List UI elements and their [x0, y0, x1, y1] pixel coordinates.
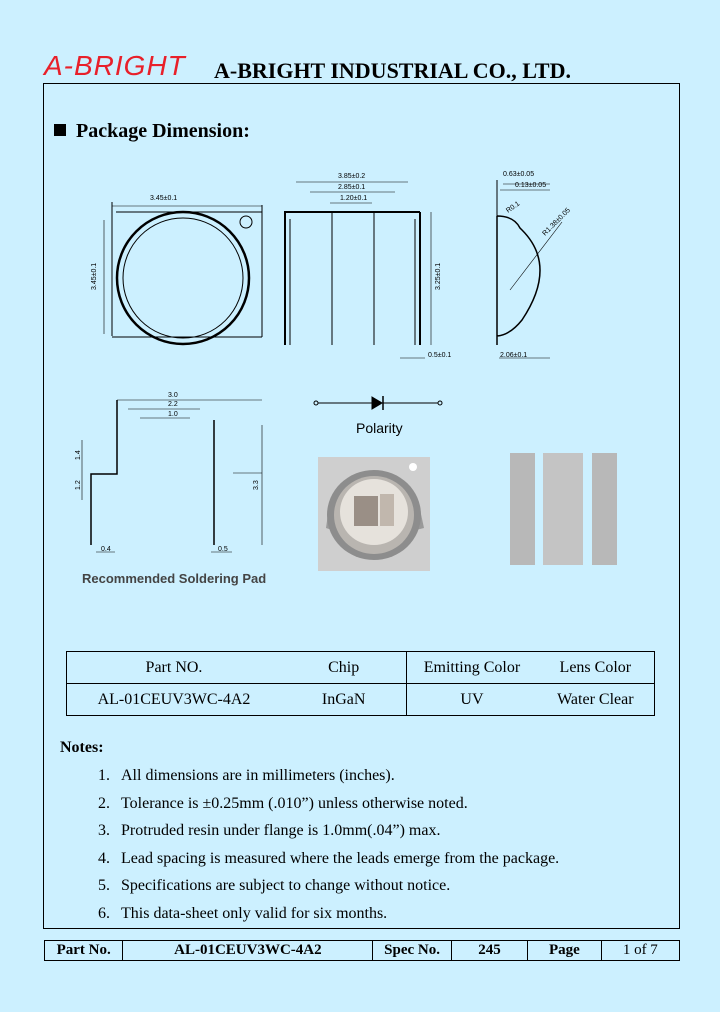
dim-side-height: 3.25±0.1: [435, 262, 442, 290]
note-number: 2.: [98, 794, 110, 812]
dim-lens-radius-a: R0.1: [505, 200, 522, 215]
dim-lens-top: 0.63±0.05: [503, 171, 535, 178]
cell-part-no: AL-01CEUV3WC-4A2: [67, 684, 282, 716]
spec-table: [66, 651, 655, 716]
dim-side-overall: 3.85±0.2: [338, 173, 366, 180]
note-text: Tolerance is ±0.25mm (.010”) unless otherwise noted.: [121, 794, 468, 812]
cell-chip: InGaN: [281, 684, 407, 716]
dim-top-height: 3.45±0.1: [91, 262, 98, 290]
soldering-pad-caption: Recommended Soldering Pad: [82, 571, 267, 586]
polarity-label: Polarity: [356, 420, 403, 436]
list-item: [98, 821, 559, 849]
polarity-diode-symbol: [314, 396, 442, 410]
dim-top-width: 3.45±0.1: [150, 195, 178, 202]
header-lens-color: Lens Color: [537, 652, 655, 684]
dim-pad-h1: 1.4: [75, 450, 82, 460]
footer-bar: [44, 940, 680, 961]
footer-part-value: AL-01CEUV3WC-4A2: [123, 941, 373, 960]
note-text: Specifications are subject to change without notice.: [121, 877, 451, 895]
dim-lens-radius-b: R1.38±0.05: [541, 206, 572, 238]
dim-pad-w1: 3.0: [168, 392, 178, 399]
section-title-text: Package Dimension:: [76, 120, 250, 142]
cell-lens-color: Water Clear: [537, 684, 655, 716]
led-bottom-photo: [500, 449, 625, 569]
dim-pad-height: 3.3: [253, 480, 260, 490]
notes-title: Notes:: [60, 739, 104, 756]
note-text: Lead spacing is measured where the leads emerge from the package.: [121, 849, 560, 867]
side-view: [284, 182, 431, 358]
dim-side-lead: 0.5±0.1: [428, 352, 452, 359]
company-name: A-BRIGHT INDUSTRIAL CO., LTD.: [214, 58, 571, 83]
brand-logo: A-BRIGHT: [44, 50, 186, 81]
list-item: [98, 876, 559, 904]
list-item: [98, 849, 559, 877]
table-header-row: [67, 652, 655, 684]
header-part-no: Part NO.: [67, 652, 282, 684]
dim-side-inner: 2.85±0.1: [338, 184, 366, 191]
list-item: [98, 766, 559, 794]
note-text: All dimensions are in millimeters (inches).: [121, 767, 395, 784]
led-top-photo: [318, 457, 430, 571]
footer-spec-label: Spec No.: [373, 941, 451, 960]
note-number: 4.: [98, 849, 110, 867]
dim-lens-depth: 2.06±0.1: [500, 352, 528, 359]
note-text: This data-sheet only valid for six months.: [121, 904, 388, 922]
table-row: [67, 684, 655, 716]
note-number: 3.: [98, 822, 110, 840]
footer-spec-value: 245: [452, 941, 528, 960]
dim-pad-lead-left: 0.4: [101, 546, 111, 553]
dim-pad-h2: 1.2: [75, 480, 82, 490]
dim-side-gap: 1.20±0.1: [340, 195, 368, 202]
note-number: 5.: [98, 877, 110, 895]
footer-page-label: Page: [528, 941, 601, 960]
note-number: 6.: [98, 904, 110, 922]
dim-lens-step: 0.13±0.05: [515, 182, 547, 189]
dim-pad-w2: 2.2: [168, 401, 178, 408]
footer-page-value: 1 of 7: [622, 942, 658, 958]
cell-emitting-color: UV: [407, 684, 537, 716]
notes-list: [98, 766, 559, 932]
note-text: Protruded resin under flange is 1.0mm(.04”) max.: [121, 822, 441, 840]
list-item: [98, 794, 559, 822]
soldering-pad-drawing: [82, 400, 262, 552]
list-item: [98, 904, 559, 932]
top-view: [104, 202, 262, 344]
header-emitting-color: Emitting Color: [407, 652, 537, 684]
dim-pad-lead-right: 0.5: [218, 546, 228, 553]
header-chip: Chip: [281, 652, 407, 684]
footer-part-label: Part No.: [45, 941, 123, 960]
dim-pad-w3: 1.0: [168, 411, 178, 418]
note-number: 1.: [98, 767, 110, 784]
